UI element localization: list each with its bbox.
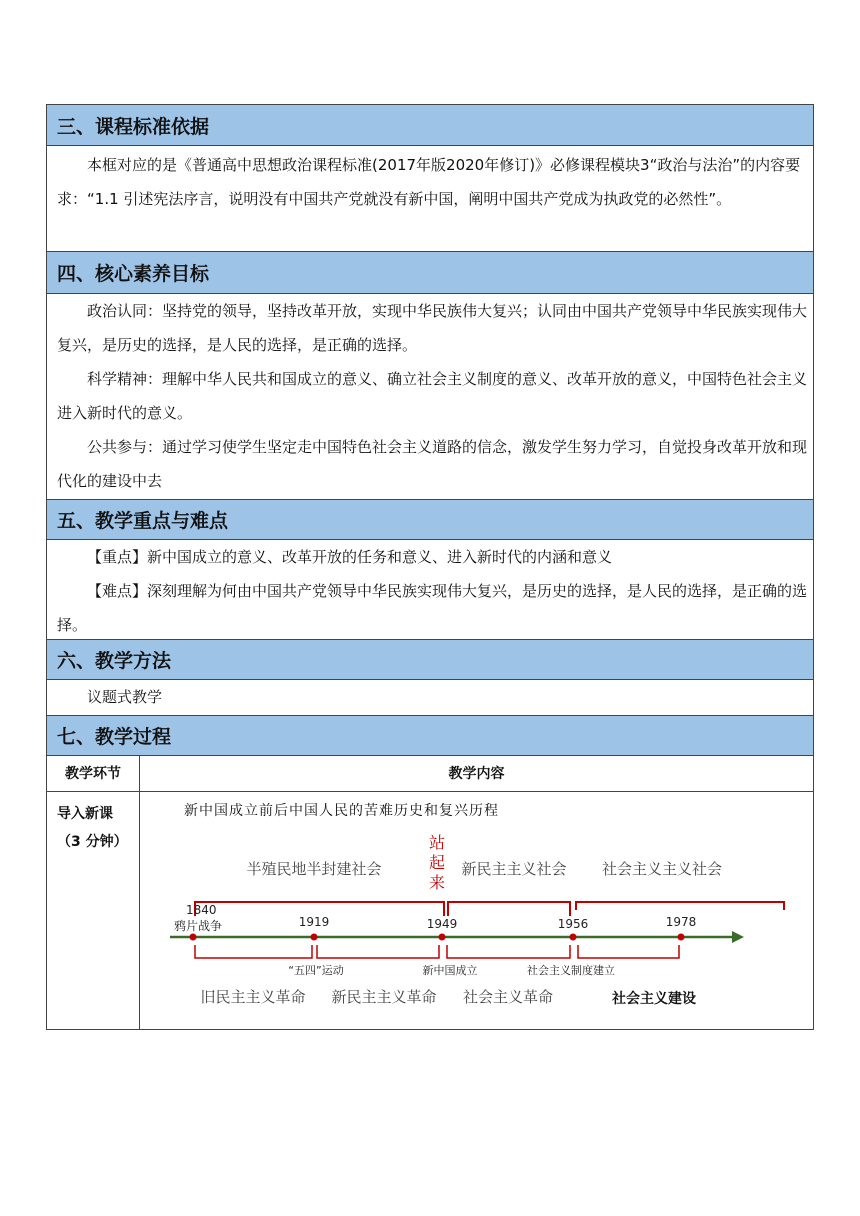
section-3-title: 三、课程标准依据 (57, 115, 210, 138)
timeline-arrow-icon (732, 931, 744, 943)
event-1840: 鸦片战争 (174, 919, 223, 933)
stage-time: （3 分钟） (57, 834, 128, 850)
section-4-header (46, 252, 814, 294)
section-7-title: 七、教学过程 (57, 726, 172, 748)
timeline-diagram (140, 792, 812, 1028)
upper-bracket-1 (195, 902, 444, 916)
standup-char-1: 站 (428, 833, 446, 852)
section-4-paragraph-public: 公共参与：通过学习使学生坚定走中国特色社会主义道路的信念，激发学生努力学习，自觉投身改革开放和现代化的建设中去 (57, 438, 808, 490)
section-4-title: 四、核心素养目标 (57, 263, 210, 285)
label-new-democratic-revolution: 新民主主义革命 (331, 988, 437, 1006)
lower-bracket-4 (578, 945, 679, 958)
label-old-democratic-revolution: 旧民主主义革命 (200, 988, 306, 1006)
section-5-difficulty: 【难点】深刻理解为何由中国共产党领导中华民族实现伟大复兴，是历史的选择，是人民的选择，是正确的选择。 (57, 582, 808, 634)
dot-1919 (311, 934, 318, 941)
label-semi-colonial: 半殖民地半封建社会 (246, 860, 382, 878)
label-socialist-revolution: 社会主义革命 (462, 988, 554, 1006)
dot-1978 (678, 934, 685, 941)
lesson-plan-document (46, 104, 814, 1030)
lower-bracket-2 (317, 945, 439, 958)
year-1919: 1919 (298, 915, 330, 929)
standup-char-2: 起 (428, 853, 446, 872)
upper-bracket-2 (448, 902, 570, 916)
process-col1-header: 教学环节 (46, 756, 140, 792)
section-6-body (46, 680, 814, 716)
dot-1956 (570, 934, 577, 941)
label-new-democratic-society: 新民主主义社会 (461, 860, 567, 878)
section-6-method: 议题式教学 (87, 688, 163, 706)
upper-bracket-3 (576, 902, 784, 910)
lower-bracket-3 (447, 945, 570, 958)
standup-char-3: 来 (428, 873, 446, 892)
year-1956: 1956 (557, 917, 589, 931)
section-4-paragraph-political: 政治认同：坚持党的领导，坚持改革开放，实现中华民族伟大复兴；认同由中国共产党领导中华民族实现伟大复兴，是历史的选择，是人民的选择，是正确的选择。 (57, 302, 808, 354)
section-3-paragraph: 本框对应的是《普通高中思想政治课程标准(2017年版2020年修订)》必修课程模块3“政治与法治”的内容要求：“1.1 引述宪法序言，说明没有中国共产党就没有新中国，阐明中国共产党成为执政党的必然性”。 (57, 156, 801, 208)
timeline-title: 新中国成立前后中国人民的苦难历史和复兴历程 (184, 803, 499, 819)
process-table (46, 756, 814, 1030)
section-3-body (46, 146, 814, 252)
stage-cell (46, 792, 140, 1030)
timeline-cell (140, 792, 814, 1030)
lower-bracket-1 (195, 945, 312, 958)
label-socialist-society: 社会主义主义社会 (601, 860, 723, 878)
year-1840: 1840 (186, 903, 217, 917)
section-5-key-point: 【重点】新中国成立的意义、改革开放的任务和意义、进入新时代的内涵和意义 (87, 548, 613, 566)
event-prc-founding: 新中国成立 (422, 964, 478, 977)
section-5-title: 五、教学重点与难点 (57, 510, 229, 532)
section-3-header (46, 104, 814, 146)
stage-name: 导入新课 (57, 806, 113, 822)
section-5-header (46, 500, 814, 540)
year-1978: 1978 (665, 915, 697, 929)
process-col2-header: 教学内容 (140, 756, 814, 792)
event-socialist-system: 社会主义制度建立 (527, 964, 615, 977)
dot-1949 (439, 934, 446, 941)
section-4-paragraph-science: 科学精神：理解中华人民共和国成立的意义、确立社会主义制度的意义、改革开放的意义，中国特色社会主义进入新时代的意义。 (57, 370, 808, 422)
section-6-title: 六、教学方法 (57, 650, 172, 672)
event-may-fourth: “五四”运动 (288, 964, 344, 977)
dot-1840 (190, 934, 197, 941)
section-4-body (46, 294, 814, 500)
section-7-header (46, 716, 814, 756)
section-5-body (46, 540, 814, 640)
label-socialist-construction: 社会主义建设 (612, 991, 696, 1007)
section-6-header (46, 640, 814, 680)
year-1949: 1949 (426, 917, 458, 931)
